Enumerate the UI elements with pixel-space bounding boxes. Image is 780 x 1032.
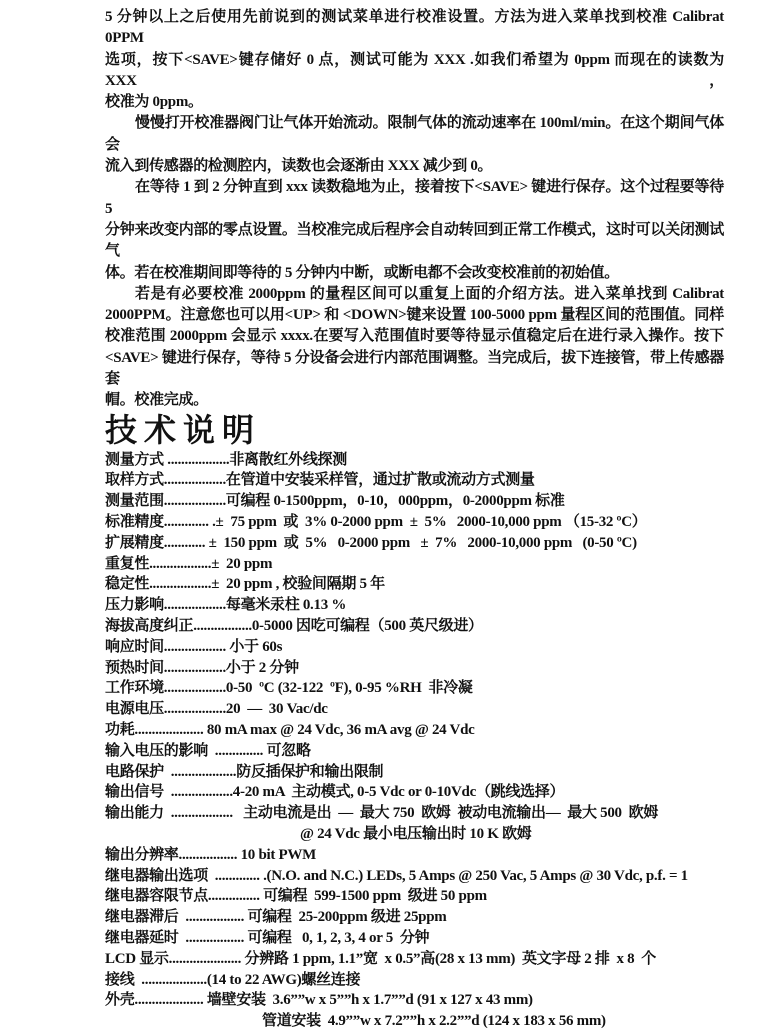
paragraph — [105, 284, 724, 412]
spec-line: 输入电压的影响 .............. 可忽略 — [105, 742, 311, 759]
paragraph-line: <SAVE> 键进行保存，等待 5 分设备会进行内部范围调整。当完成后，拔下连接管，带上传感器套 — [105, 349, 724, 388]
paragraph-line: 慢慢打开校准器阀门让气体开始流动。限制气体的流动速率在 100ml/min。在这个期间气体会 — [105, 115, 724, 153]
paragraph-line: 2000PPM。注意您也可以用<UP> 和 <DOWN>键来设置 100-5000 ppm 量程区间的范围值。同样 — [105, 307, 724, 324]
spec-line: 稳定性..................± 20 ppm , 校验间隔期 5 年 — [105, 576, 385, 593]
spec-line: 响应时间.................. 小于 60s — [105, 638, 283, 655]
spec-line: 取样方式..................在管道中安装采样管，通过扩散或流动方式测量 — [105, 472, 535, 489]
paragraph-line: 流入到传感器的检测腔内，读数也会逐渐由 XXX 减少到 0。 — [105, 158, 493, 175]
spec-line: 继电器滞后 ................. 可编程 25-200ppm 级进 25ppm — [105, 909, 447, 926]
spec-line: 继电器容限节点............... 可编程 599-1500 ppm 级进 50 ppm — [105, 888, 487, 905]
paragraph — [105, 113, 724, 177]
spec-line: 压力影响..................每毫米汞柱 0.13 % — [105, 597, 347, 614]
spec-line: 预热时间..................小于 2 分钟 — [105, 659, 299, 676]
section-heading: 技术说明 — [105, 411, 262, 448]
spec-line: 电路保护 ...................防反插保护和输出限制 — [105, 763, 384, 780]
spec-line: 电源电压..................20 — 30 Vac/dc — [105, 701, 328, 718]
spec-line: 接线 ...................(14 to 22 AWG)螺丝连接 — [105, 971, 361, 988]
spec-line: 工作环境..................0-50 ºC (32-122 ºF), 0-95 %RH 非冷凝 — [105, 680, 473, 697]
spec-line: 重复性..................± 20 ppm — [105, 555, 273, 572]
spec-line: LCD 显示..................... 分辨路 1 ppm, 1.1”宽 x 0.5”高(28 x 13 mm) 英文字母 2 排 x 8 个 — [105, 950, 656, 967]
paragraph-line: 校准范围 2000ppm 会显示 xxxx.在要写入范围值时要等待显示值稳定后在进行录入操作。按下 — [105, 328, 724, 345]
spec-line: 测量方式 ..................非离散红外线探测 — [105, 451, 347, 468]
intro-paragraphs — [105, 7, 728, 412]
spec-line: 继电器输出选项 ............. .(N.O. and N.C.) LEDs, 5 Amps @ 250 Vac, 5 Amps @ 30 Vdc, p.f. = 1 — [105, 867, 688, 884]
spec-line: 输出信号 ..................4-20 mA 主动模式, 0-5 Vdc or 0-10Vdc（跳线选择） — [105, 784, 565, 801]
paragraph — [105, 177, 728, 283]
spec-line: 测量范围..................可编程 0-1500ppm，0-10，000ppm，0-2000ppm 标准 — [105, 493, 565, 510]
spec-line: 扩展精度............ ± 150 ppm 或 5% 0-2000 ppm ± 7% 2000-10,000 ppm (0-50 ºC) — [105, 534, 637, 551]
spec-list — [105, 450, 724, 1032]
paragraph-line: 若是有必要校准 2000ppm 的量程区间可以重复上面的介绍方法。进入菜单找到 Calibrat — [135, 285, 724, 302]
paragraph — [105, 7, 728, 113]
spec-line: 管道安装 4.9””w x 7.2””h x 2.2””d (124 x 183 x 56 mm) — [262, 1013, 606, 1030]
spec-line: 海拔高度纠正.................0-5000 因吃可编程（500 英尺级进） — [105, 618, 483, 635]
spec-line: 功耗.................... 80 mA max @ 24 Vdc, 36 mA avg @ 24 Vdc — [105, 722, 475, 738]
spec-line: 输出能力 .................. 主动电流是出 — 最大 750 欧姆 被动电流输出— 最大 500 欧姆 — [105, 805, 659, 822]
spec-line: 标准精度............. .± 75 ppm 或 3% 0-2000 ppm ± 5% 2000-10,000 ppm （15-32 ºC） — [105, 514, 647, 531]
paragraph-line: 体。若在校准期间即等待的 5 分钟内中断，或断电都不会改变校准前的初始值。 — [105, 264, 619, 281]
paragraph-line: 校准为 0ppm。 — [105, 94, 203, 111]
paragraph-line: 帽。校准完成。 — [105, 392, 208, 409]
spec-line: @ 24 Vdc 最小电压输出时 10 K 欧姆 — [300, 825, 532, 842]
paragraph-line: 5 分钟以上之后使用先前说到的测试菜单进行校准设置。方法为进入菜单找到校准 Calibrat 0PPM — [105, 9, 728, 47]
spec-line: 外壳.................... 墙壁安装 3.6””w x 5””h x 1.7””d (91 x 127 x 43 mm) — [105, 992, 533, 1009]
paragraph-line: 在等待 1 到 2 分钟直到 xxx 读数稳地为止，接着按下<SAVE> 键进行保存。这个过程要等待 5 — [105, 179, 728, 217]
paragraph-line: 分钟来改变内部的零点设置。当校准完成后程序会自动转回到正常工作模式，这时可以关闭测试气 — [105, 221, 724, 260]
spec-line: 继电器延时 ................. 可编程 0, 1, 2, 3, 4 or 5 分钟 — [105, 929, 430, 946]
paragraph-line: 选项，按下<SAVE>键存储好 0 点，测试可能为 XXX .如我们希望为 0ppm 而现在的读数为 XXX， — [105, 51, 728, 89]
spec-line: 输出分辨率................. 10 bit PWM — [105, 846, 316, 863]
